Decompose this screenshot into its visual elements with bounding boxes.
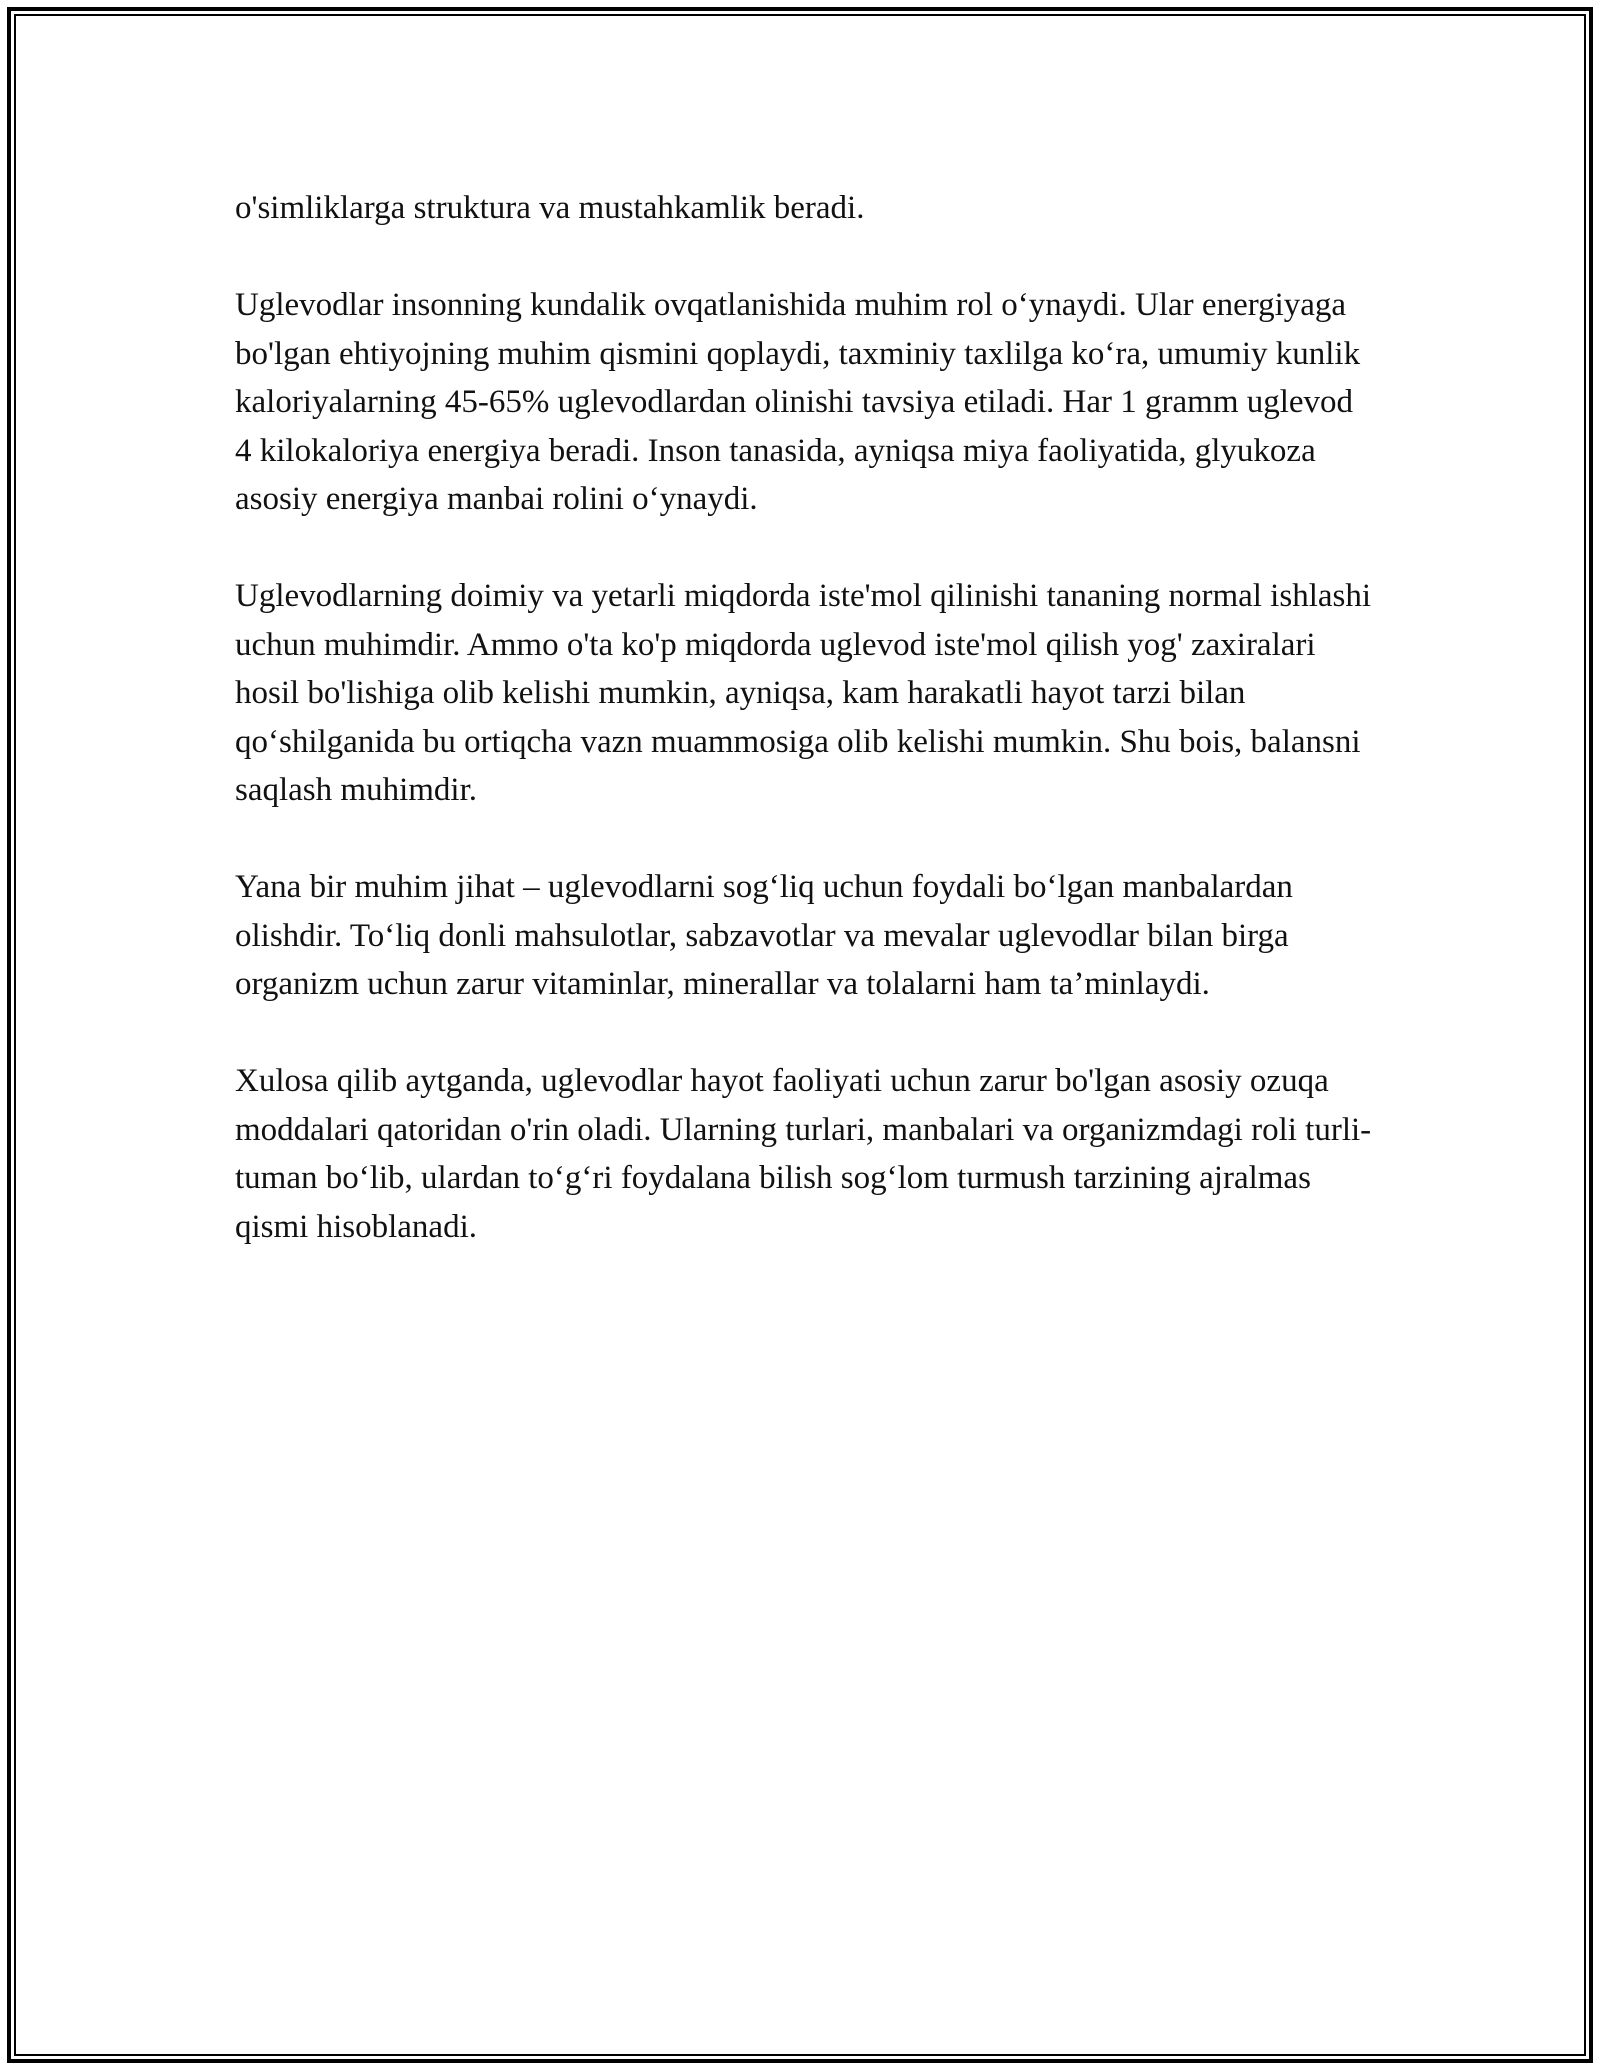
paragraph: Uglevodlarning doimiy va yetarli miqdorda iste'mol qilinishi tananing normal ishlashi uchun muhimdir. Ammo o'ta ko'p miqdorda uglevod iste'mol qilish yog' zaxiralari hosil bo'lishiga olib kelishi mumkin, ayniqsa, kam harakatli hayot tarzi bilan qo‘shilganida bu ortiqcha vazn muammosiga olib kelishi mumkin. Shu bois, balansni saqlash muhimdir. bbox=[235, 578, 1372, 808]
paragraph: Yana bir muhim jihat – uglevodlarni sog‘liq uchun foydali bo‘lgan manbalardan olishdir. To‘liq donli mahsulotlar, sabzavotlar va mevalar uglevodlar bilan birga organizm uchun zarur vitaminlar, minerallar va tolalarni ham ta’minlaydi. bbox=[235, 869, 1293, 1002]
paragraph: Uglevodlar insonning kundalik ovqatlanishida muhim rol o‘ynaydi. Ular energiyaga bo'lgan ehtiyojning muhim qismini qoplaydi, taxminiy taxlilga ko‘ra, umumiy kunlik kaloriyalarning 45-65% uglevodlardan olinishi tavsiya etiladi. Har 1 gramm uglevod 4 kilokaloriya energiya beradi. Inson tanasida, ayniqsa miya faoliyatida, glyukoza asosiy energiya manbai rolini o‘ynaydi. bbox=[235, 287, 1361, 517]
paragraph: Xulosa qilib aytganda, uglevodlar hayot faoliyati uchun zarur bo'lgan asosiy ozuqa moddalari qatoridan o'rin oladi. Ularning turlari, manbalari va organizmdagi roli turli-tuman bo‘lib, ulardan to‘g‘ri foydalana bilish sog‘lom turmush tarzining ajralmas qismi hisoblanadi. bbox=[235, 1063, 1372, 1245]
paragraph: o'simliklarga struktura va mustahkamlik beradi. bbox=[235, 190, 865, 226]
document-body bbox=[235, 184, 1375, 1300]
